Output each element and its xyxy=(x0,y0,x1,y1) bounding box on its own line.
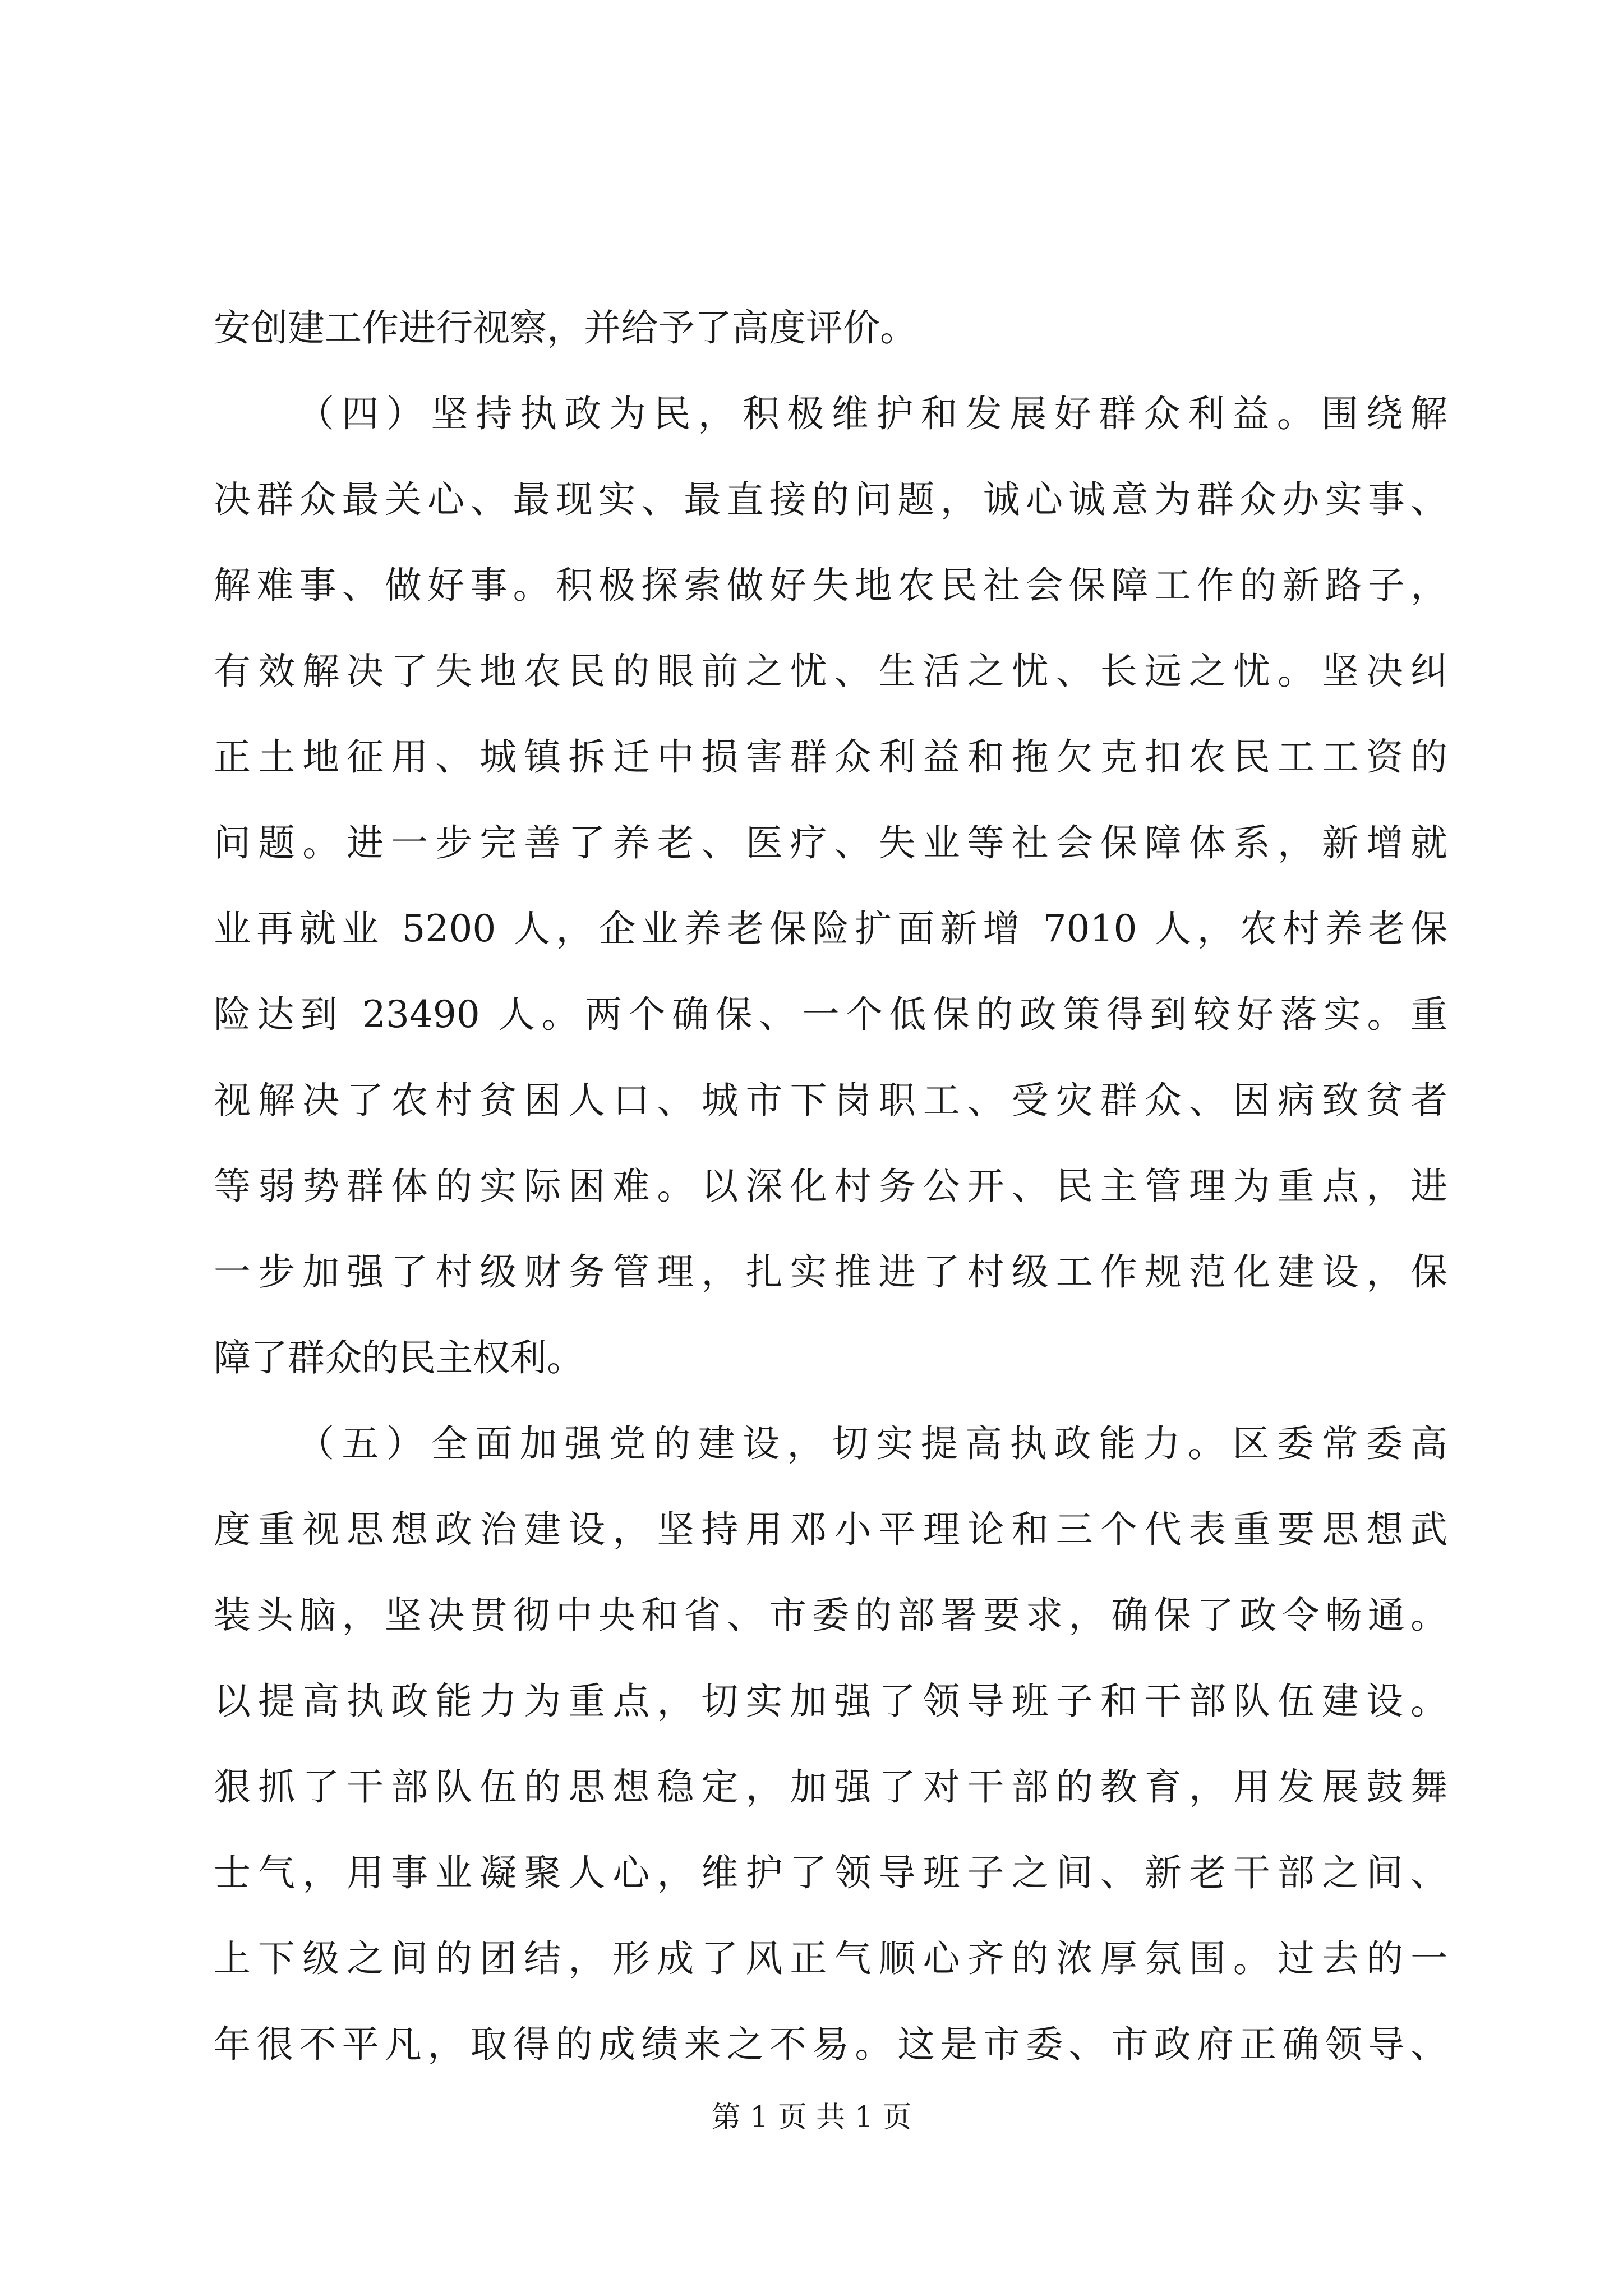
text-line: 以提高执政能力为重点，切实加强了领导班子和干部队伍建设。 xyxy=(214,1680,1447,1723)
text-line: 年很不平凡，取得的成绩来之不易。这是市委、市政府正确领导、 xyxy=(214,2023,1447,2066)
text-line: 险达到 23490 人。两个确保、一个低保的政策得到较好落实。重 xyxy=(214,993,1447,1036)
text-line: 狠抓了干部队伍的思想稳定，加强了对干部的教育，用发展鼓舞 xyxy=(214,1765,1447,1809)
page-number-footer: 第 1 页 共 1 页 xyxy=(711,2101,912,2134)
text-line: 上下级之间的团结，形成了风正气顺心齐的浓厚氛围。过去的一 xyxy=(214,1937,1447,1980)
text-line: 视解决了农村贫困人口、城市下岗职工、受灾群众、因病致贫者 xyxy=(214,1079,1447,1122)
text-line: 装头脑，坚决贯彻中央和省、市委的部署要求，确保了政令畅通。 xyxy=(214,1594,1447,1637)
text-line: 解难事、做好事。积极探索做好失地农民社会保障工作的新路子， xyxy=(214,564,1447,607)
text-line: 安创建工作进行视察，并给予了高度评价。 xyxy=(214,306,917,349)
text-line: 业再就业 5200 人，企业养老保险扩面新增 7010 人，农村养老保 xyxy=(214,907,1447,950)
text-line: 等弱势群体的实际困难。以深化村务公开、民主管理为重点，进 xyxy=(214,1165,1447,1208)
text-line: 有效解决了失地农民的眼前之忧、生活之忧、长远之忧。坚决纠 xyxy=(214,650,1447,693)
text-line: 障了群众的民主权利。 xyxy=(214,1336,584,1379)
text-line: 决群众最关心、最现实、最直接的问题，诚心诚意为群众办实事、 xyxy=(214,478,1447,521)
text-line: 问题。进一步完善了养老、医疗、失业等社会保障体系，新增就 xyxy=(214,821,1447,864)
text-line: （五）全面加强党的建设，切实提高执政能力。区委常委高 xyxy=(297,1422,1447,1465)
text-line: 一步加强了村级财务管理，扎实推进了村级工作规范化建设，保 xyxy=(214,1250,1447,1294)
text-line: （四）坚持执政为民，积极维护和发展好群众利益。围绕解 xyxy=(297,392,1447,435)
text-line: 正土地征用、城镇拆迁中损害群众利益和拖欠克扣农民工工资的 xyxy=(214,735,1447,779)
text-line: 度重视思想政治建设，坚持用邓小平理论和三个代表重要思想武 xyxy=(214,1508,1447,1551)
text-line: 士气，用事业凝聚人心，维护了领导班子之间、新老干部之间、 xyxy=(214,1851,1447,1894)
